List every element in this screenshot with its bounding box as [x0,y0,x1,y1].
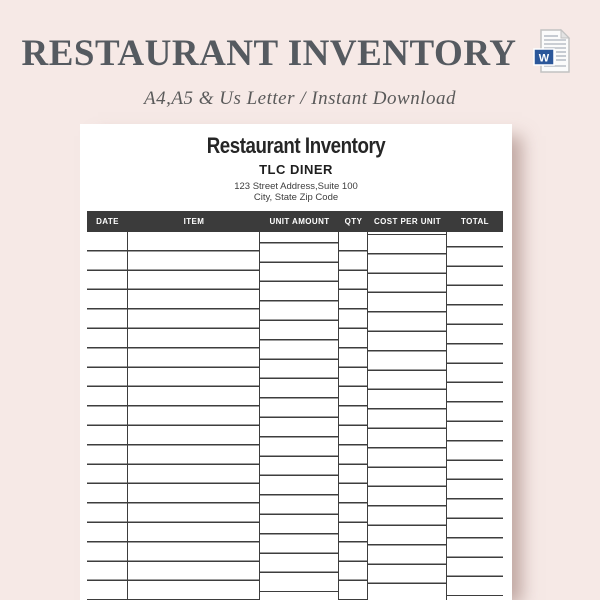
word-document-icon [530,28,578,81]
banner-title: RESTAURANT INVENTORY [21,33,517,74]
header-cell-cost-per-unit: COST PER UNIT [374,217,441,226]
banner-subtitle: A4,A5 & Us Letter / Instant Download [144,88,456,109]
table-body-empty-rows [87,232,503,600]
header-cell-item: ITEM [183,217,205,226]
word-logo-letter: W [539,52,550,65]
header-cell-date: DATE [96,217,119,226]
body-column-unit-amount [260,232,339,600]
document-title: Restaurant Inventory [206,133,386,158]
company-name: TLC DINER [259,162,333,177]
inventory-table [87,211,503,600]
company-address [80,181,512,203]
banner [0,0,600,81]
body-column-cost-per-unit [368,232,447,600]
document-page-preview [80,124,512,600]
table-header-row [87,211,503,232]
address-line-2: City, State Zip Code [253,192,339,203]
header-cell-qty: QTY [344,217,363,226]
address-line-1: 123 Street Address,Suite 100 [234,181,358,192]
header-cell-unit-amount: UNIT AMOUNT [269,217,330,226]
body-column-item [128,232,260,600]
body-column-total [447,232,503,600]
header-cell-total: TOTAL [461,217,489,226]
body-column-qty [339,232,368,600]
body-column-date [87,232,128,600]
